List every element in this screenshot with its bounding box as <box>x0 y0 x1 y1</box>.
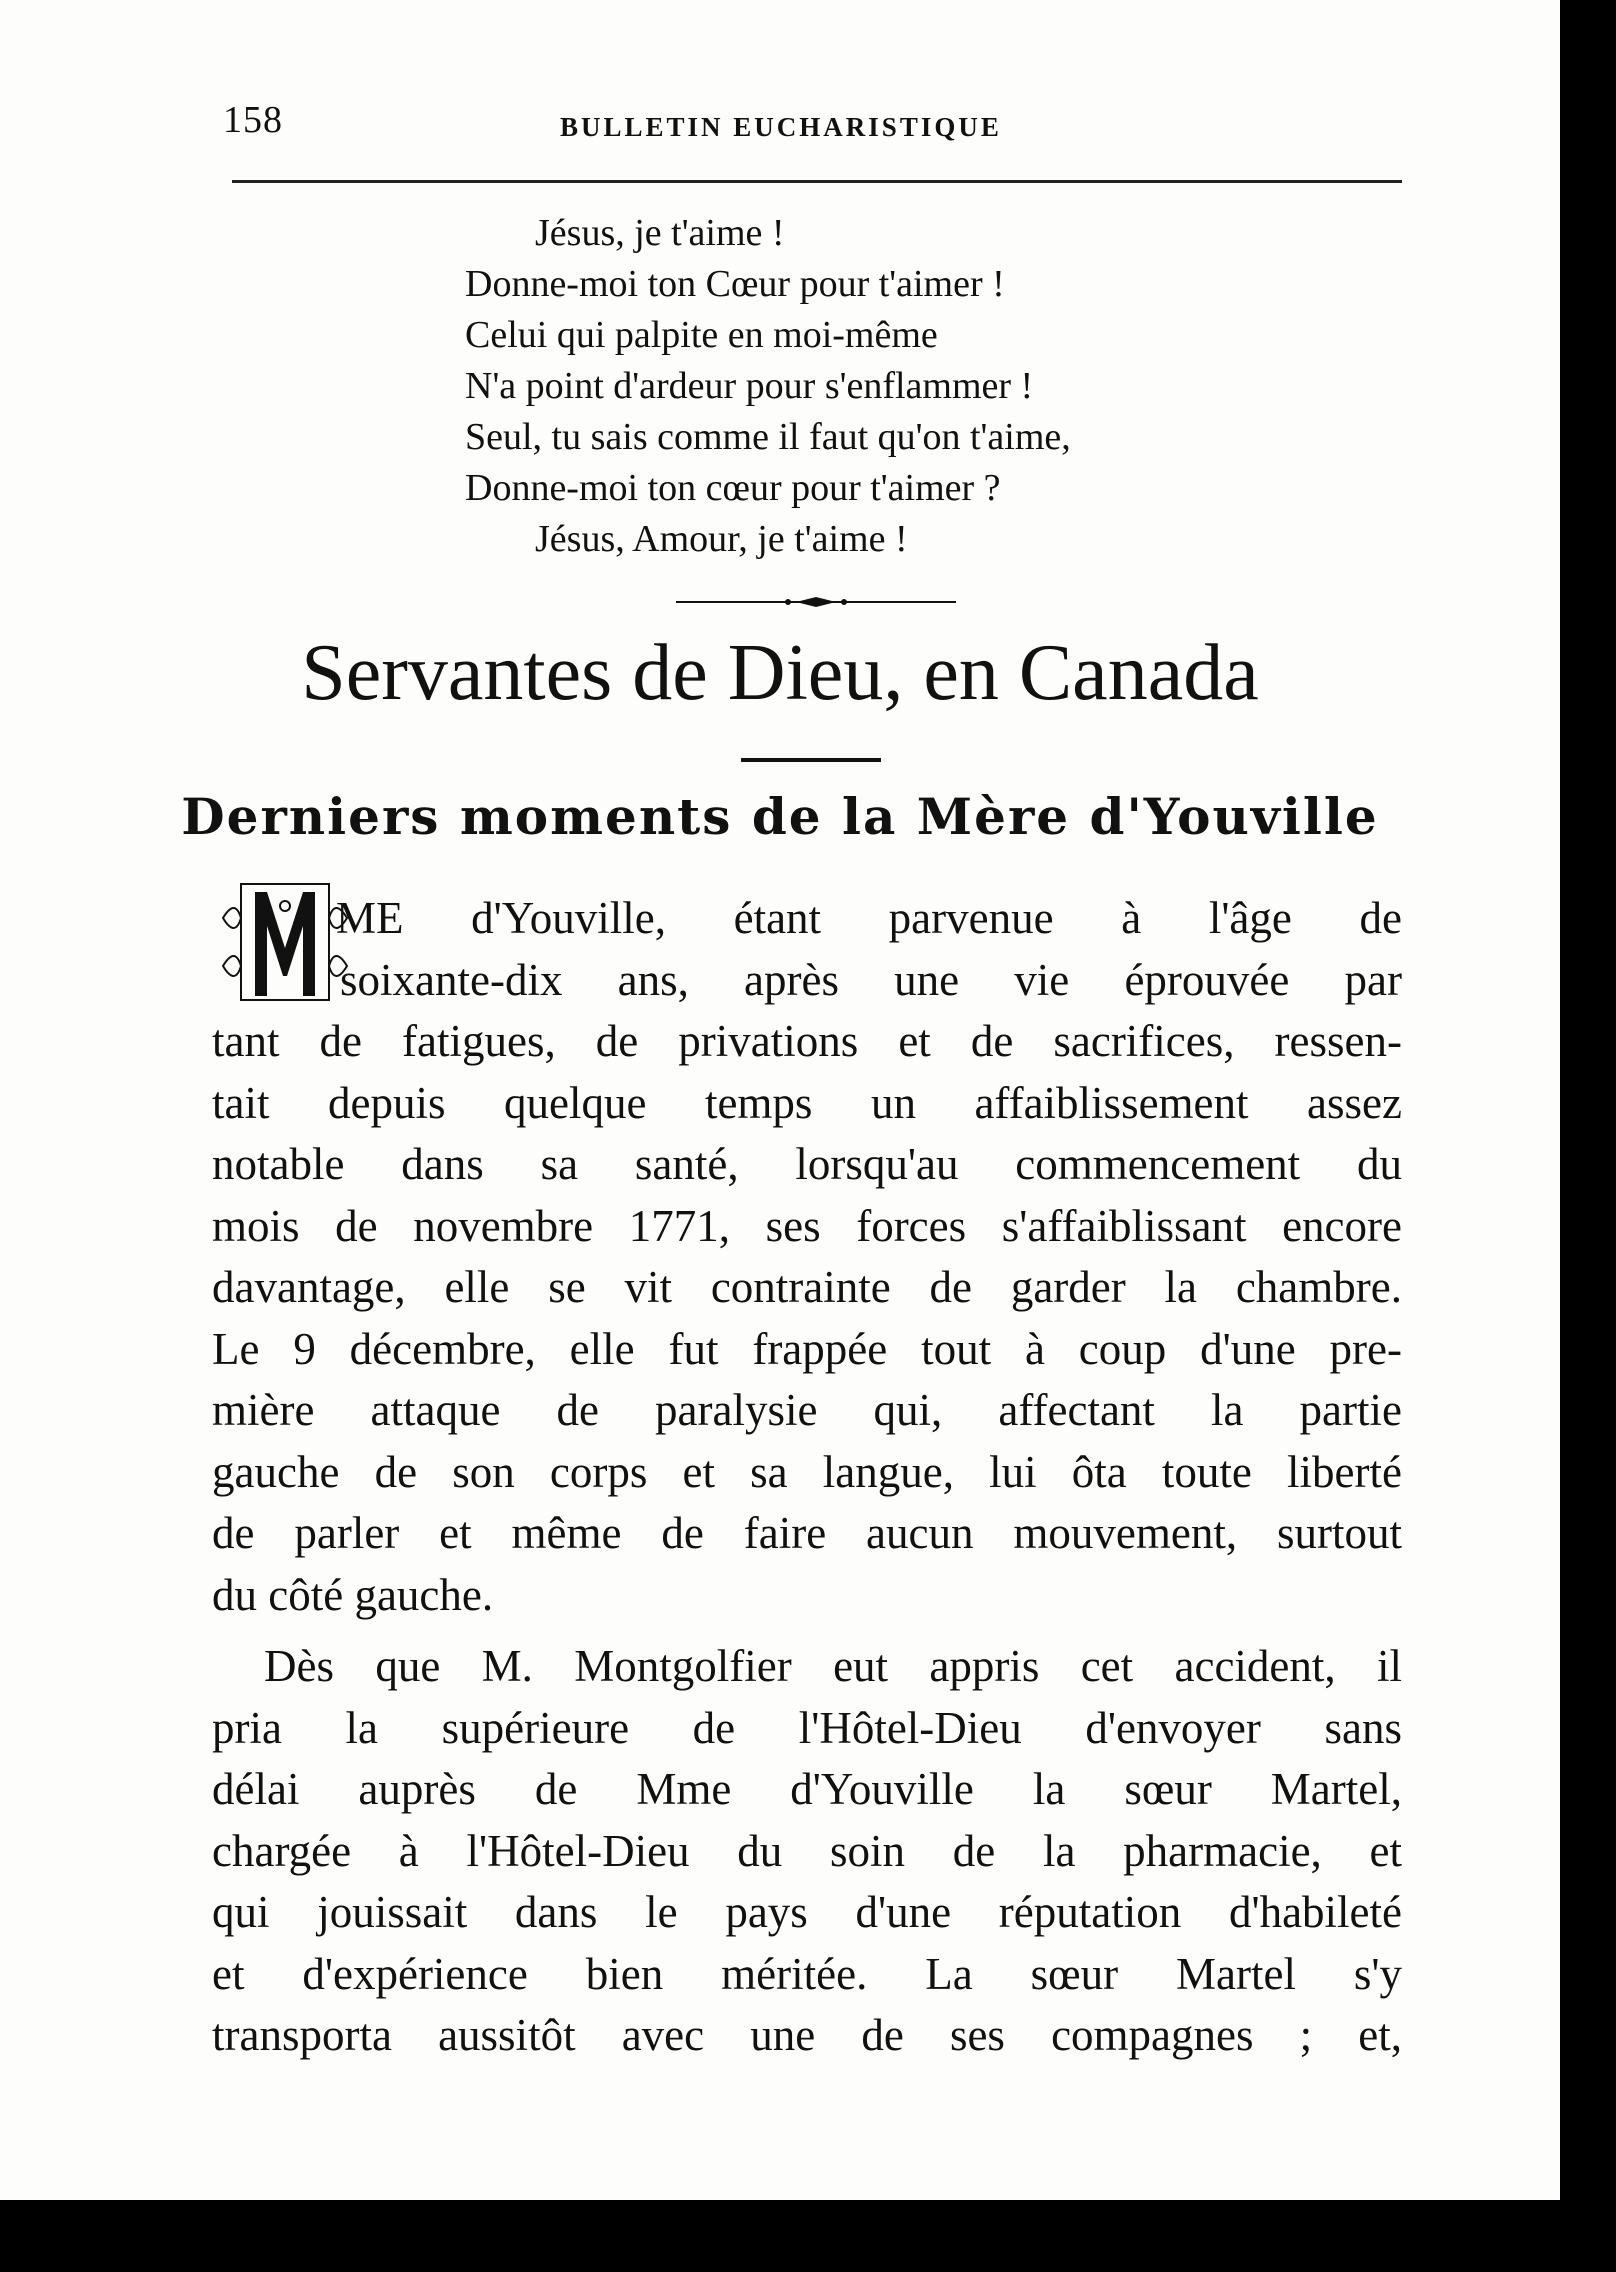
article-title: Servantes de Dieu, en Canada <box>301 629 1259 717</box>
body-line: davantage, elle se vit contrainte de garder la chambre. <box>212 1262 1402 1312</box>
header-rule <box>232 180 1402 183</box>
poem-line: Jésus, je t'aime ! <box>535 212 785 254</box>
title-rule <box>741 758 881 762</box>
body-line: qui jouissait dans le pays d'une réputation d'habileté <box>212 1887 1402 1937</box>
body-line: de parler et même de faire aucun mouvement, surtout <box>212 1508 1402 1558</box>
poem-line: Jésus, Amour, je t'aime ! <box>535 518 908 560</box>
ornamental-divider <box>676 596 956 608</box>
body-line: soixante-dix ans, après une vie éprouvée par <box>340 954 1402 1005</box>
body-line: gauche de son corps et sa langue, lui ôta toute liberté <box>212 1446 1402 1497</box>
page-number: 158 <box>223 99 283 141</box>
body-line: pria la supérieure de l'Hôtel-Dieu d'envoyer sans <box>212 1702 1402 1753</box>
body-line: Dès que M. Montgolfier eut appris cet accident, il <box>264 1641 1402 1691</box>
poem <box>465 208 1071 565</box>
poem-line: N'a point d'ardeur pour s'enflammer ! <box>465 365 1034 407</box>
body-line: notable dans sa santé, lorsqu'au commencement du <box>212 1139 1402 1189</box>
body-line: Le 9 décembre, elle fut frappée tout à coup d'une pre- <box>212 1323 1402 1374</box>
poem-line: Celui qui palpite en moi-même <box>465 314 938 356</box>
article-body <box>212 888 1402 2067</box>
scan-border-right <box>1560 0 1616 2272</box>
body-line: et d'expérience bien méritée. La sœur Martel s'y <box>212 1948 1402 1999</box>
body-line: chargée à l'Hôtel-Dieu du soin de la pharmacie, et <box>212 1825 1402 1876</box>
body-line: tant de fatigues, de privations et de sacrifices, ressen- <box>212 1016 1402 1066</box>
body-line: mois de novembre 1771, ses forces s'affaiblissant encore <box>212 1200 1402 1251</box>
body-line: du côté gauche. <box>212 1569 494 1620</box>
body-line: délai auprès de Mme d'Youville la sœur Martel, <box>212 1764 1402 1814</box>
body-line: mière attaque de paralysie qui, affectant la partie <box>212 1385 1402 1435</box>
body-line: tait depuis quelque temps un affaiblissement assez <box>212 1077 1402 1128</box>
poem-line: Donne-moi ton Cœur pour t'aimer ! <box>465 263 1005 305</box>
body-line: transporta aussitôt avec une de ses compagnes ; et, <box>212 2010 1402 2060</box>
poem-line: Seul, tu sais comme il faut qu'on t'aime, <box>465 416 1071 458</box>
poem-line: Donne-moi ton cœur pour t'aimer ? <box>465 467 1001 509</box>
article-subtitle: Derniers moments de la Mère d'Youville <box>181 787 1379 846</box>
body-line: ME d'Youville, étant parvenue à l'âge de <box>336 893 1402 943</box>
running-title: BULLETIN EUCHARISTIQUE <box>560 112 1002 142</box>
scan-border-bottom <box>0 2200 1616 2272</box>
